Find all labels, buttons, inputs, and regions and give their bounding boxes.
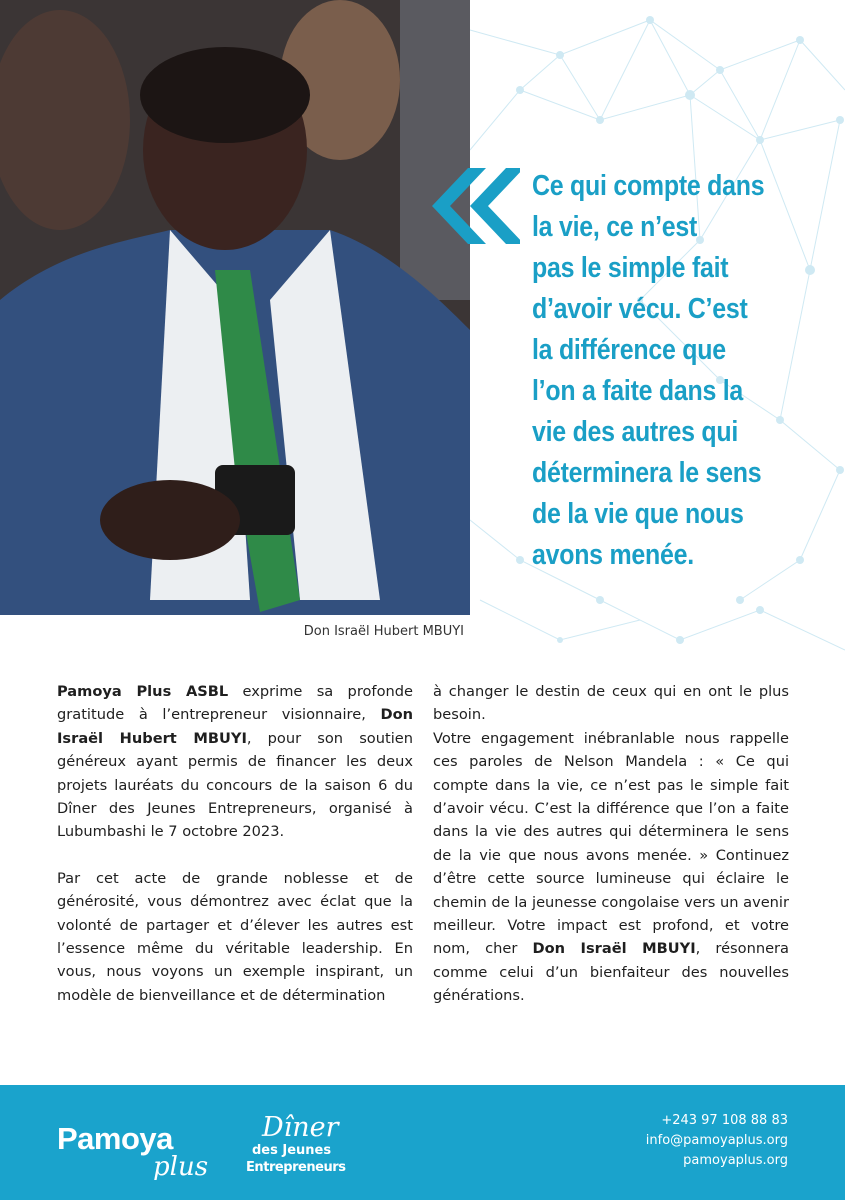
pamoya-plus-logo <box>55 1115 220 1180</box>
logo2-line2: des Jeunes <box>252 1143 332 1158</box>
pull-quote <box>532 166 837 576</box>
org-name: Pamoya Plus ASBL <box>57 683 229 700</box>
paragraph-1: Pamoya Plus ASBL exprime sa profonde gratitude à l’entrepreneur visionnaire, Don Israël Hubert MBUYI, pour son soutien généreux ayant permis de financer les deux projets lauréats du concours de la saison 6 du Dîner des Jeunes Entrepreneurs, organisé à Lubumbashi le 7 octobre 2023. <box>57 683 413 841</box>
quote-line: la différence que <box>532 334 726 366</box>
quote-line: avons menée. <box>532 539 694 571</box>
quote-mark-icon <box>428 168 520 244</box>
honoree-name-short: Don Israël MBUYI <box>532 940 696 958</box>
quote-line: de la vie que nous <box>532 498 744 530</box>
quote-line: pas le simple fait <box>532 252 729 284</box>
quote-line: vie des autres qui <box>532 416 739 448</box>
quote-line: déterminera le sens <box>532 457 762 489</box>
logo2-line1: Dîner <box>262 1112 339 1143</box>
contact-info <box>646 1111 788 1171</box>
logo-sub-text: plus <box>153 1152 209 1180</box>
body-column-right <box>433 680 789 1008</box>
quote-line: Ce qui compte dans <box>532 170 765 202</box>
paragraph-2: Par cet acte de grande noblesse et de générosité, vous démontrez avec éclat que la volonté de partager et d’élever les autres est l’essence même du véritable leadership. En vous, nous voyons un exemple inspirant, un modèle de bienveillance et de détermination <box>57 869 413 1004</box>
quote-line: la vie, ce n’est <box>532 211 698 243</box>
paragraph-4: Votre engagement inébranlable nous rappelle ces paroles de Nelson Mandela : « Ce qui compte dans la vie, ce n’est pas le simple fait d’avoir vécu. C’est la différence que l’on a faite dans la vie des autres qui déterminera le sens de la vie que nous avons menée. » Continuez d’être cette source lumineuse qui éclaire le chemin de la jeunesse congolaise vers un avenir meilleur. Votre impact est profond, et votre nom, cher Don Israël MBUYI, résonnera comme celui d’un bienfaiteur des nouvelles générations. <box>433 729 790 1005</box>
photo-caption: Don Israël Hubert MBUYI <box>303 624 464 639</box>
logo2-line3: Entrepreneurs <box>246 1160 346 1175</box>
quote-line: l’on a faite dans la <box>532 375 744 407</box>
portrait-photo <box>0 0 470 615</box>
honoree-name: Don Israël Hubert MBUYI <box>57 706 413 747</box>
email-address[interactable]: info@pamoyaplus.org <box>645 1133 788 1148</box>
body-column-left <box>57 680 413 1007</box>
paragraph-3: à changer le destin de ceux qui en ont le plus besoin. <box>433 683 789 724</box>
diner-jeunes-entrepreneurs-logo <box>244 1108 354 1178</box>
logo-main-text: Pamoya <box>57 1121 173 1156</box>
quote-line: d’avoir vécu. C’est <box>532 293 748 325</box>
website-link[interactable]: pamoyaplus.org <box>683 1153 788 1168</box>
phone-number: +243 97 108 88 83 <box>661 1113 788 1128</box>
